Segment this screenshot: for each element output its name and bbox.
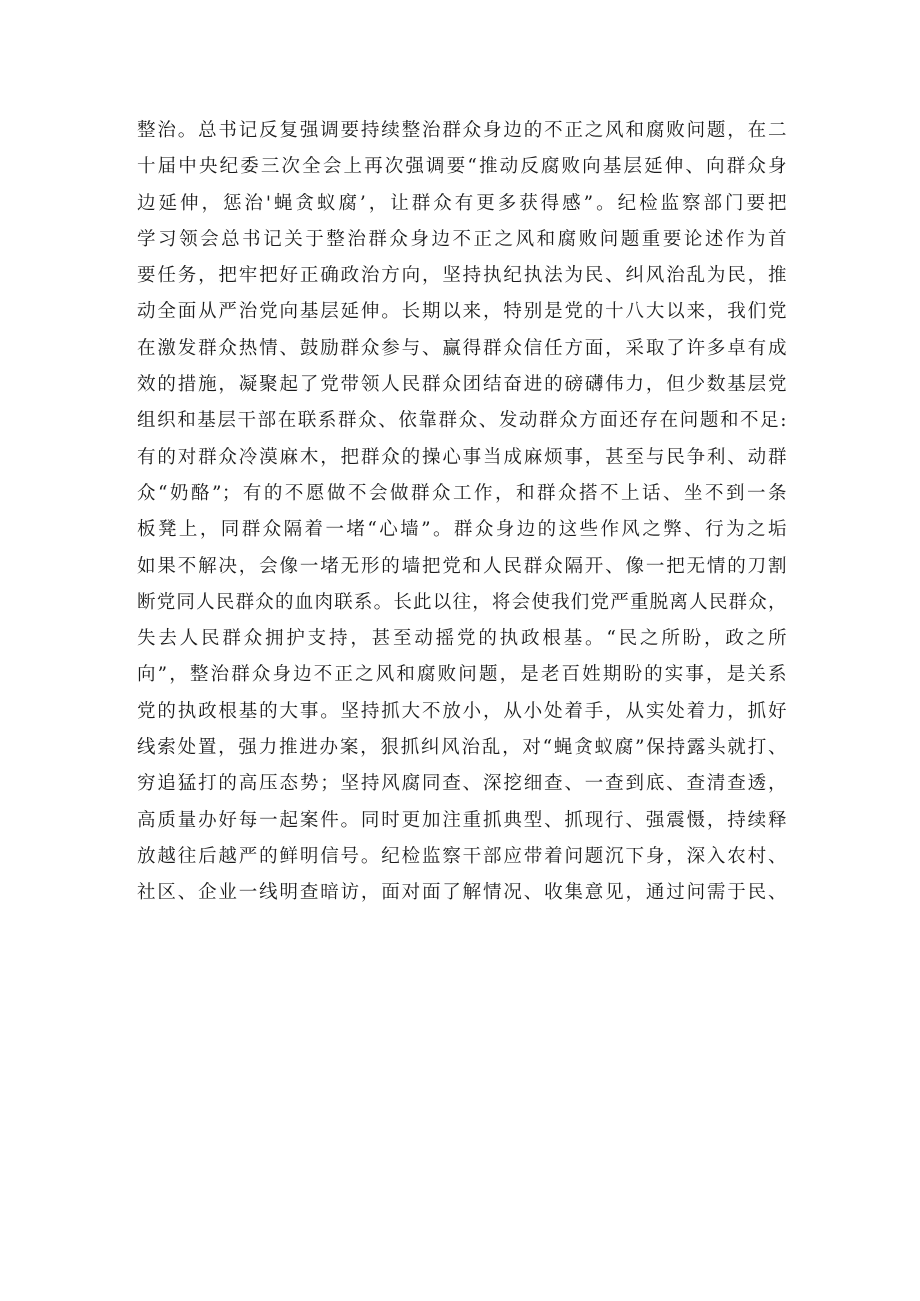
text-line-11: 众“奶酪”；有的不愿做不会做群众工作，和群众搭不上话、坐不到一条	[137, 482, 787, 504]
text-line-8: 效的措施，凝聚起了党带领人民群众团结奋进的磅礴伟力，但少数基层党	[137, 374, 787, 396]
text-line-15: 失去人民群众拥护支持，甚至动摇党的执政根基。“民之所盼，政之所	[137, 628, 787, 650]
text-line-16: 向”，整治群众身边不正之风和腐败问题，是老百姓期盼的实事，是关系	[137, 664, 787, 686]
text-line-3: 边延伸，惩治'蝇贪蚁腐’，让群众有更多获得感”。纪检监察部门要把	[137, 192, 787, 214]
text-line-5: 要任务，把牢把好正确政治方向，坚持执纪执法为民、纠风治乱为民，推	[137, 265, 787, 287]
text-line-10: 有的对群众冷漠麻木，把群众的操心事当成麻烦事，甚至与民争利、动群	[137, 446, 787, 468]
text-line-22: 社区、企业一线明查暗访，面对面了解情况、收集意见，通过问需于民、	[137, 882, 787, 904]
text-line-18: 线索处置，强力推进办案，狠抓纠风治乱，对“蝇贪蚁腐”保持露头就打、	[137, 737, 787, 759]
text-line-7: 在激发群众热情、鼓励群众参与、赢得群众信任方面，采取了许多卓有成	[137, 337, 787, 359]
text-line-19: 穷追猛打的高压态势；坚持风腐同查、深挖细查、一查到底、查清查透，	[137, 773, 787, 795]
text-line-2: 十届中央纪委三次全会上再次强调要“推动反腐败向基层延伸、向群众身	[137, 156, 787, 178]
text-line-14: 断党同人民群众的血肉联系。长此以往，将会使我们党严重脱离人民群众，	[137, 591, 787, 613]
text-line-13: 如果不解决，会像一堵无形的墙把党和人民群众隔开、像一把无情的刀割	[137, 555, 787, 577]
text-line-21: 放越往后越严的鲜明信号。纪检监察干部应带着问题沉下身，深入农村、	[137, 845, 787, 867]
text-line-20: 高质量办好每一起案件。同时更加注重抓典型、抓现行、强震慑，持续释	[137, 809, 787, 831]
text-line-12: 板凳上，同群众隔着一堵“心墙”。群众身边的这些作风之弊、行为之垢	[137, 519, 787, 541]
text-line-4: 学习领会总书记关于整治群众身边不正之风和腐败问题重要论述作为首	[137, 228, 787, 250]
text-line-17: 党的执政根基的大事。坚持抓大不放小，从小处着手，从实处着力，抓好	[137, 700, 787, 722]
body-text	[137, 113, 787, 912]
text-line-1: 整治。总书记反复强调要持续整治群众身边的不正之风和腐败问题，在二	[137, 120, 787, 141]
text-line-6: 动全面从严治党向基层延伸。长期以来，特别是党的十八大以来，我们党	[137, 301, 787, 323]
text-line-9: 组织和基层干部在联系群众、依靠群众、发动群众方面还存在问题和不足:	[137, 410, 787, 432]
